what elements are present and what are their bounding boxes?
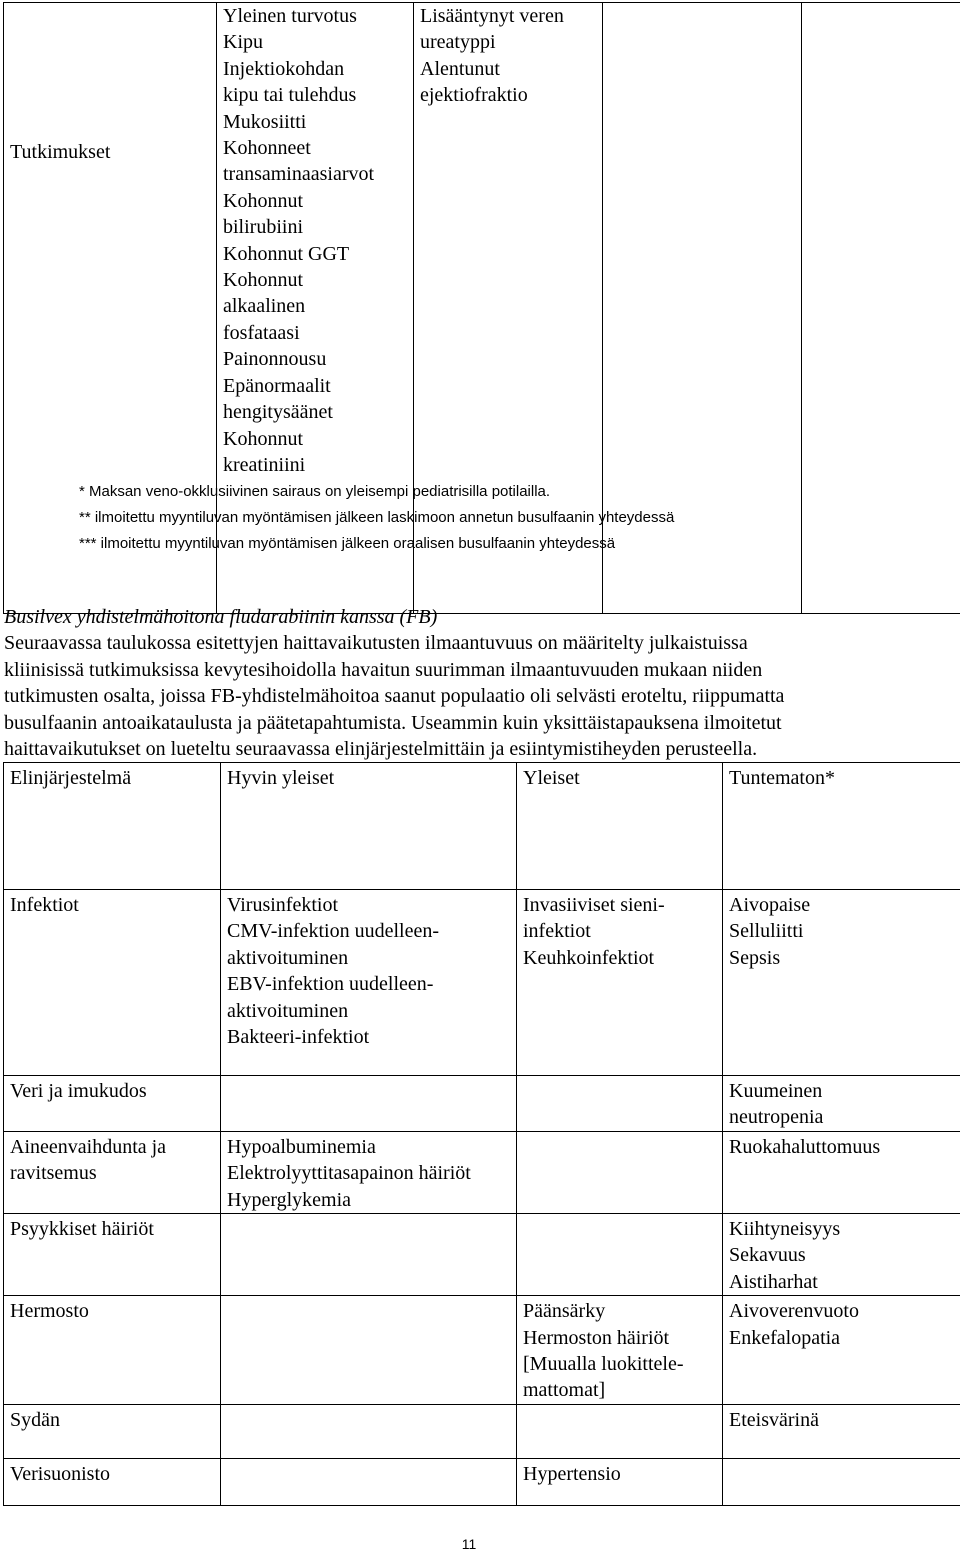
unknown-cell: [723, 890, 960, 1076]
table-row: [4, 1404, 960, 1458]
text-line: bilirubiini: [223, 216, 303, 239]
section-paragraph: [4, 630, 954, 762]
text-line: neutropenia: [729, 1106, 824, 1129]
text-line: Invasiiviset sieni-: [523, 894, 665, 916]
very-common-cell: [221, 1296, 517, 1405]
table-row: [4, 1458, 960, 1505]
text-line: Aineenvaihdunta ja: [10, 1135, 167, 1158]
common-cell: [517, 1404, 723, 1458]
text-line: Alentunut: [420, 57, 500, 80]
text-line: Sekavuus: [729, 1244, 806, 1267]
table-row: [4, 1296, 960, 1405]
text-line: Infektiot: [10, 894, 79, 916]
unknown-cell: [723, 1404, 960, 1458]
text-line: EBV-infektion uudelleen-: [227, 973, 434, 996]
common-cell: [517, 890, 723, 1076]
common-cell: [517, 1076, 723, 1132]
column-header: Hyvin yleiset: [221, 763, 517, 890]
footnote: * Maksan veno-okklusiivinen sairaus on yleisempi pediatrisilla potilailla.: [79, 483, 551, 500]
very-common-cell: [221, 1458, 517, 1505]
text-line: Psyykkiset häiriöt: [10, 1218, 154, 1241]
text-line: kreatiniini: [223, 453, 306, 476]
unknown-cell: [723, 1296, 960, 1405]
text-line: Yleinen turvotus: [223, 5, 357, 27]
text-line: Kohonnut: [223, 189, 303, 212]
text-line: transaminaasiarvot: [223, 163, 375, 186]
text-line: Ruokahaluttomuus: [729, 1135, 881, 1158]
text-line: Injektiokohdan: [223, 57, 345, 80]
very-common-cell: [221, 1131, 517, 1213]
text-line: Hypoalbuminemia: [227, 1135, 376, 1158]
text-line: Sepsis: [729, 946, 781, 969]
text-line: Verisuonisto: [10, 1462, 110, 1485]
text-line: Eteisvärinä: [729, 1408, 819, 1431]
text-line: Epänormaalit: [223, 374, 331, 397]
text-line: Kohonnut: [223, 427, 303, 450]
text-line: mattomat]: [523, 1379, 606, 1402]
text-line: Enkefalopatia: [729, 1326, 841, 1349]
text-line: Hermoston häiriöt: [523, 1326, 670, 1349]
text-line: Kohonnut: [223, 269, 303, 292]
text-line: Hermosto: [10, 1300, 89, 1323]
text-line: Keuhkoinfektiot: [523, 946, 655, 969]
footnote: ** ilmoitettu myyntiluvan myöntämisen jälkeen laskimoon annetun busulfaanin yhteydessä: [79, 509, 675, 526]
text-line: Veri ja imukudos: [10, 1080, 147, 1102]
table-row: [4, 1076, 960, 1132]
table-row: [4, 1131, 960, 1213]
text-line: CMV-infektion uudelleen-: [227, 920, 440, 943]
text-line: Bakteeri-infektiot: [227, 1026, 370, 1049]
system-cell: [4, 1076, 221, 1132]
text-line: Aivoverenvuoto: [729, 1300, 859, 1323]
text-line: kipu tai tulehdus: [223, 84, 357, 107]
text-line: Virusinfektiot: [227, 894, 339, 916]
text-line: aktivoituminen: [227, 999, 349, 1022]
very-common-cell: [221, 1214, 517, 1296]
common-cell: [517, 1214, 723, 1296]
text-line: Kohonnut GGT: [223, 242, 350, 265]
text-line: fosfataasi: [223, 321, 300, 344]
footnote: *** ilmoitettu myyntiluvan myöntämisen jälkeen oraalisen busulfaanin yhteydessä: [79, 535, 616, 552]
text-line: Aivopaise: [729, 894, 811, 916]
text-line: Elektrolyyttitasapainon häiriöt: [227, 1162, 471, 1185]
text-line: aktivoituminen: [227, 946, 349, 969]
system-cell: [4, 1404, 221, 1458]
text-line: Seuraavassa taulukossa esitettyjen haittavaikutusten ilmaantuvuus on määritelty julkaistuissa: [4, 632, 748, 655]
text-line: Päänsärky: [523, 1300, 606, 1323]
category-label: Tutkimukset: [10, 141, 111, 163]
text-line: kliinisissä tutkimuksissa kevytesihoidolla havaitun suurimman ilmaantuvuuden mukaan niiden: [4, 658, 763, 681]
text-line: Lisääntynyt veren: [420, 5, 564, 27]
unknown-cell: [723, 1131, 960, 1213]
text-line: haittavaikutukset on lueteltu seuraavassa elinjärjestelmittäin ja esiintymistiheyden perusteella.: [4, 738, 758, 761]
text-line: Selluliitti: [729, 920, 804, 943]
column-header: Tuntematon*: [723, 763, 960, 890]
system-cell: [4, 1296, 221, 1405]
text-line: Sydän: [10, 1408, 60, 1431]
text-line: Hypertensio: [523, 1462, 621, 1485]
common-cell: [517, 1458, 723, 1505]
text-line: Aistiharhat: [729, 1270, 818, 1293]
text-line: hengitysäänet: [223, 401, 333, 424]
section-heading: Busilvex yhdistelmähoitona fludarabiinin kanssa (FB): [4, 606, 438, 628]
very-common-cell: [221, 890, 517, 1076]
fb-combination-section: [4, 604, 954, 762]
system-cell: [4, 1458, 221, 1505]
table-row: [4, 1214, 960, 1296]
text-line: Kipu: [223, 31, 263, 54]
text-line: Mukosiitti: [223, 110, 307, 133]
system-cell: [4, 1131, 221, 1213]
adverse-effects-table-fb: [3, 762, 960, 1506]
text-line: Kuumeinen: [729, 1080, 823, 1102]
system-cell: [4, 890, 221, 1076]
very-common-cell: [221, 1076, 517, 1132]
text-line: busulfaanin antoaikataulusta ja päätetapahtumista. Useammin kuin yksittäistapauksena ilmoitetut: [4, 711, 782, 734]
common-cell: [517, 1296, 723, 1405]
table-row: [4, 890, 960, 1076]
text-line: ejektiofraktio: [420, 84, 528, 107]
text-line: alkaalinen: [223, 295, 306, 318]
column-header: Elinjärjestelmä: [4, 763, 221, 890]
very-common-cell: [221, 1404, 517, 1458]
unknown-cell: [723, 1214, 960, 1296]
header-row: [4, 763, 960, 890]
system-cell: [4, 1214, 221, 1296]
empty-cell: [802, 3, 960, 614]
text-line: ravitsemus: [10, 1162, 97, 1185]
unknown-cell: [723, 1458, 960, 1505]
text-line: Kohonneet: [223, 137, 311, 160]
unknown-cell: [723, 1076, 960, 1132]
text-line: Kiihtyneisyys: [729, 1218, 841, 1241]
text-line: infektiot: [523, 920, 591, 943]
page-number: 11: [461, 1536, 477, 1552]
text-line: [Muualla luokittele-: [523, 1353, 684, 1376]
common-cell: [517, 1131, 723, 1213]
text-line: Painonnousu: [223, 348, 327, 371]
column-header: Yleiset: [517, 763, 723, 890]
footnotes: [79, 479, 674, 557]
text-line: tutkimusten osalta, joissa FB-yhdistelmähoitoa saanut populaatio oli selvästi eroteltu, riippumatta: [4, 685, 785, 708]
text-line: ureatyppi: [420, 31, 496, 54]
text-line: Hyperglykemia: [227, 1188, 352, 1211]
